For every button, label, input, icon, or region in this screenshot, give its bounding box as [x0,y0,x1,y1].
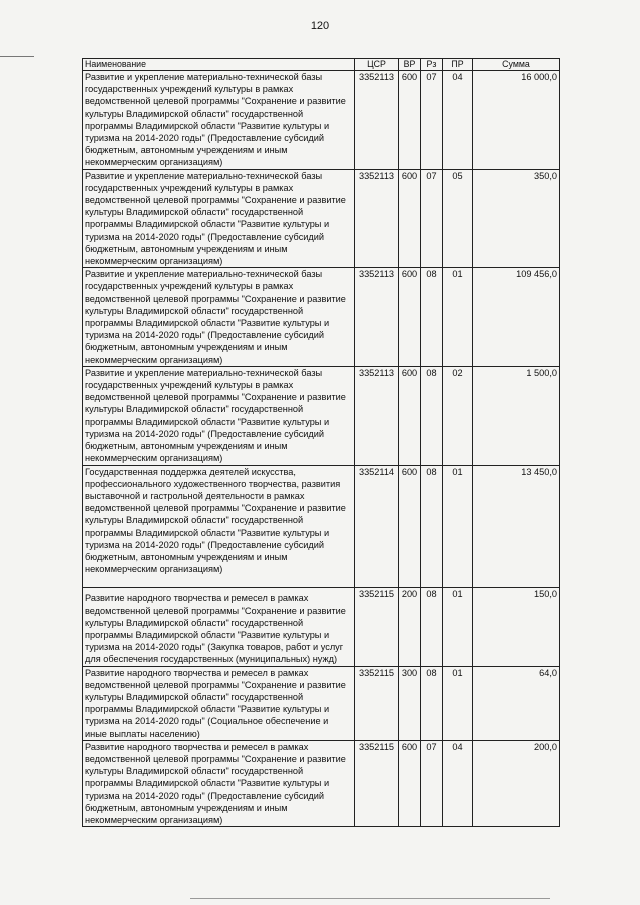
row-rz: 07 [421,169,443,268]
row-pr: 05 [443,169,473,268]
row-pr: 02 [443,366,473,465]
row-vr: 300 [399,666,421,740]
scan-mark [0,56,34,57]
table-row [83,465,560,588]
row-name: Развитие народного творчества и ремесел в рамках ведомственной целевой программы "Сохранение и развитие культуры Владимирской области" государственной программы Владимирской области "Развитие культуры и туризма на 2014-2020 годы" (Закупка товаров, работ и услуг для обеспечения государственных (муниципальных) нужд) [83,588,355,666]
row-name: Развитие и укрепление материально-технической базы государственных учреждений культуры в рамках ведомственной целевой программы "Сохранение и развитие культуры Владимирской области" государственной программы Владимирской области "Развитие культуры и туризма на 2014-2020 годы" (Предоставление субсидий бюджетным, автономным учреждениям и иным некоммерческим организациям) [83,366,355,465]
row-sum: 150,0 [473,588,560,666]
row-vr: 600 [399,465,421,588]
row-vr: 600 [399,740,421,826]
row-vr: 600 [399,366,421,465]
row-csr: 3352113 [355,71,399,170]
table-row [83,169,560,268]
row-rz: 07 [421,740,443,826]
table-row [83,366,560,465]
row-sum: 64,0 [473,666,560,740]
table-row [83,666,560,740]
row-pr: 01 [443,588,473,666]
row-name: Развитие и укрепление материально-технической базы государственных учреждений культуры в рамках ведомственной целевой программы "Сохранение и развитие культуры Владимирской области" государственной программы Владимирской области "Развитие культуры и туризма на 2014-2020 годы" (Предоставление субсидий бюджетным, автономным учреждениям и иным некоммерческим организациям) [83,169,355,268]
header-rz: Рз [421,59,443,71]
row-vr: 600 [399,71,421,170]
row-name: Развитие и укрепление материально-технической базы государственных учреждений культуры в рамках ведомственной целевой программы "Сохранение и развитие культуры Владимирской области" государственной программы Владимирской области "Развитие культуры и туризма на 2014-2020 годы" (Предоставление субсидий бюджетным, автономным учреждениям и иным некоммерческим организациям) [83,268,355,367]
row-vr: 600 [399,169,421,268]
row-sum: 13 450,0 [473,465,560,588]
row-pr: 01 [443,666,473,740]
header-vr: ВР [399,59,421,71]
row-pr: 01 [443,268,473,367]
row-csr: 3352115 [355,740,399,826]
header-csr: ЦСР [355,59,399,71]
row-pr: 04 [443,740,473,826]
row-pr: 01 [443,465,473,588]
row-rz: 08 [421,588,443,666]
table-header-row [83,59,560,71]
row-sum: 200,0 [473,740,560,826]
header-pr: ПР [443,59,473,71]
row-rz: 08 [421,366,443,465]
row-csr: 3352113 [355,366,399,465]
header-sum: Сумма [473,59,560,71]
row-csr: 3352115 [355,666,399,740]
row-name: Развитие народного творчества и ремесел в рамках ведомственной целевой программы "Сохранение и развитие культуры Владимирской области" государственной программы Владимирской области "Развитие культуры и туризма на 2014-2020 годы" (Предоставление субсидий бюджетным, автономным учреждениям и иным некоммерческим организациям) [83,740,355,826]
row-name: Развитие и укрепление материально-технической базы государственных учреждений культуры в рамках ведомственной целевой программы "Сохранение и развитие культуры Владимирской области" государственной программы Владимирской области "Развитие культуры и туризма на 2014-2020 годы" (Предоставление субсидий бюджетным, автономным учреждениям и иным некоммерческим организациям) [83,71,355,170]
row-rz: 07 [421,71,443,170]
table-row [83,588,560,666]
budget-table [82,58,560,827]
row-rz: 08 [421,268,443,367]
row-csr: 3352113 [355,268,399,367]
row-sum: 350,0 [473,169,560,268]
table-row [83,740,560,826]
row-pr: 04 [443,71,473,170]
table-row [83,268,560,367]
row-sum: 16 000,0 [473,71,560,170]
header-name: Наименование [83,59,355,71]
row-csr: 3352113 [355,169,399,268]
row-sum: 1 500,0 [473,366,560,465]
row-name: Государственная поддержка деятелей искусства, профессионального художественного творчества, развития выставочной и гастрольной деятельности в рамках ведомственной целевой программы "Сохранение и развитие культуры Владимирской области" государственной программы Владимирской области "Развитие культуры и туризма на 2014-2020 годы" (Предоставление субсидий бюджетным, автономным учреждениям и иным некоммерческим организациям) [83,465,355,588]
row-vr: 200 [399,588,421,666]
page-number: 120 [310,20,330,32]
table-row [83,71,560,170]
row-vr: 600 [399,268,421,367]
row-name: Развитие народного творчества и ремесел в рамках ведомственной целевой программы "Сохранение и развитие культуры Владимирской области" государственной программы Владимирской области "Развитие культуры и туризма на 2014-2020 годы" (Социальное обеспечение и иные выплаты населению) [83,666,355,740]
scan-mark [190,898,550,899]
row-csr: 3352114 [355,465,399,588]
row-rz: 08 [421,666,443,740]
row-sum: 109 456,0 [473,268,560,367]
row-rz: 08 [421,465,443,588]
row-csr: 3352115 [355,588,399,666]
